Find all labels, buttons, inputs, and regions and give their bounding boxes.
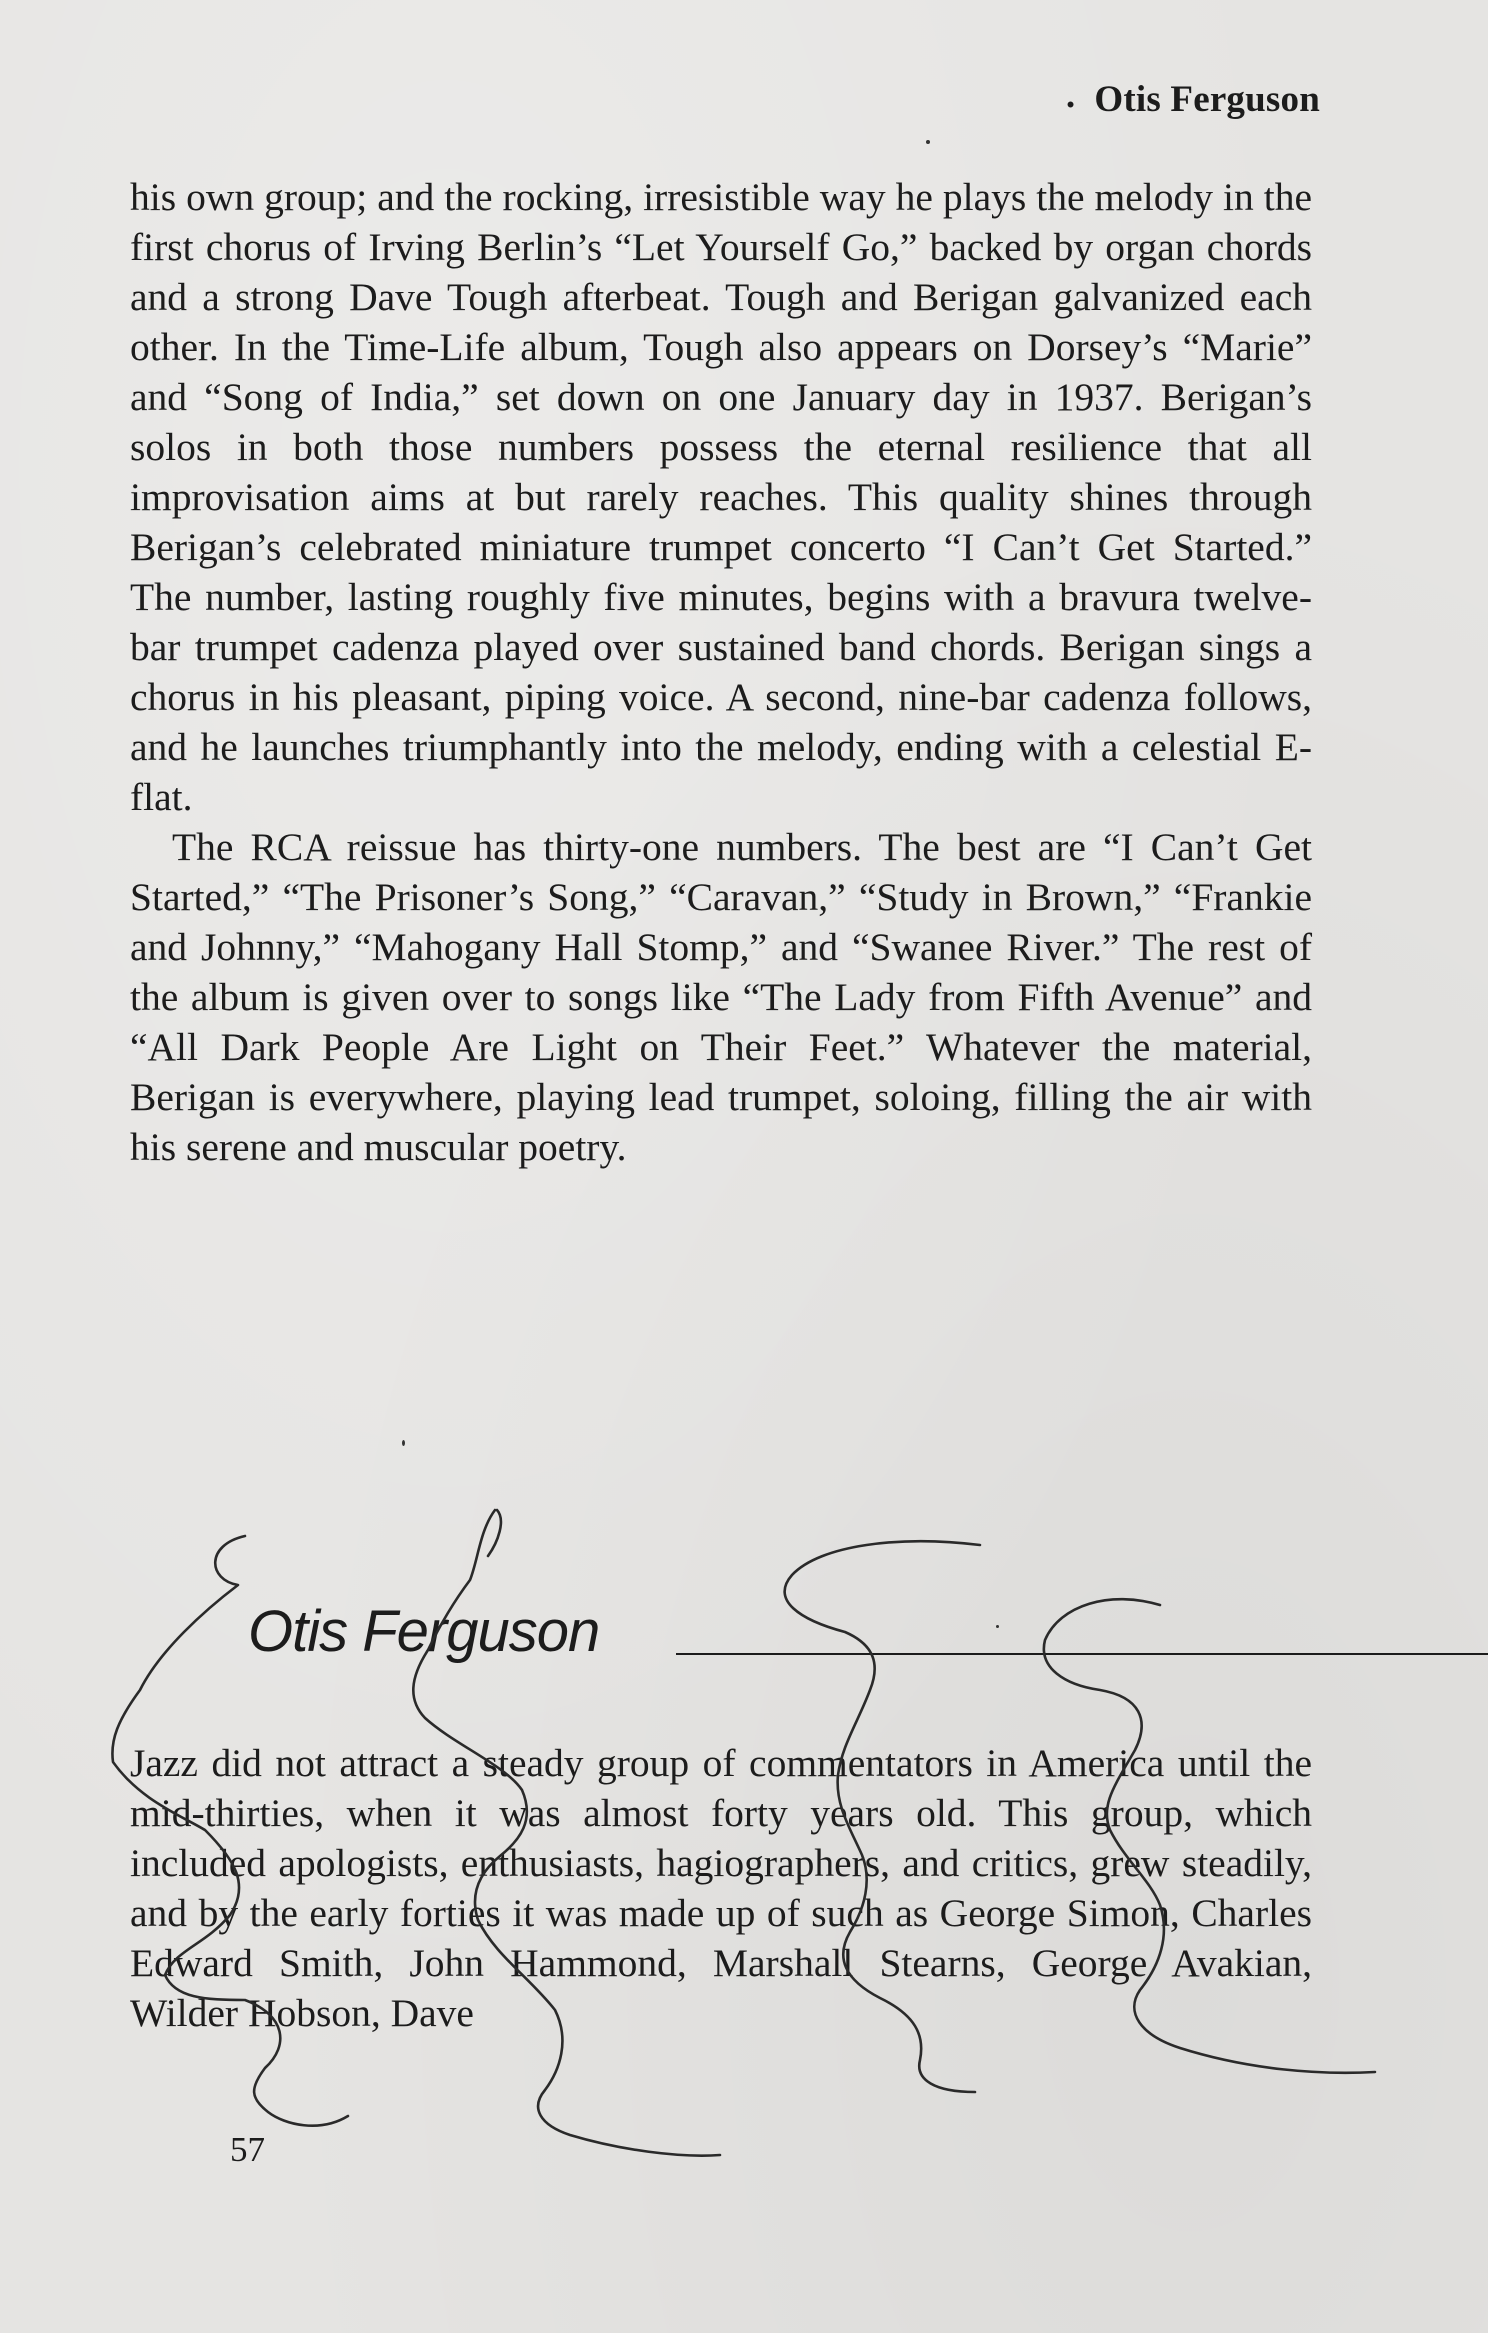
body-text bbox=[130, 172, 1312, 1172]
running-head-dot: · bbox=[1064, 85, 1077, 126]
paper-speck bbox=[926, 140, 930, 144]
scribble-stroke-hook bbox=[488, 1510, 501, 1556]
chapter-text bbox=[130, 1738, 1312, 2038]
chapter-title: Otis Ferguson bbox=[248, 1599, 600, 1664]
body-paragraph-2: The RCA reissue has thirty-one numbers. The best are “I Can’t Get Started,” “The Prisoner’s Song,” “Caravan,” “Study in Brown,” “Frankie and Johnny,” “Mahogany Hall Stomp,” and “Swanee River.” The rest of the album is given over to songs like “The Lady from Fifth Avenue” and “All Dark People Are Light on Their Feet.” Whatever the material, Berigan is everywhere, playing lead trumpet, soloing, filling the air with his serene and muscular poetry. bbox=[130, 825, 1312, 1169]
body-paragraph-1: his own group; and the rocking, irresistible way he plays the melody in the first chorus of Irving Berlin’s “Let Yourself Go,” backed by organ chords and a strong Dave Tough afterbeat. Tough and Berigan galvanized each other. In the Time-Life album, Tough also appears on Dorsey’s “Marie” and “Song of India,” set down on one January day in 1937. Berigan’s solos in both those numbers possess the eternal resilience that all improvisation aims at but rarely reaches. This quality shines through Berigan’s celebrated miniature trumpet concerto “I Can’t Get Started.” The number, lasting roughly five minutes, begins with a bravura twelve-bar trumpet cadenza played over sustained band chords. Berigan sings a chorus in his pleasant, piping voice. A second, nine-bar cadenza follows, and he launches triumphantly into the melody, ending with a celestial E-flat. bbox=[130, 175, 1312, 819]
chapter-heading bbox=[248, 1598, 1488, 1668]
running-head bbox=[1064, 78, 1320, 126]
running-head-text: Otis Ferguson bbox=[1094, 79, 1320, 120]
chapter-paragraph-1: Jazz did not attract a steady group of commentators in America until the mid-thirties, when it was almost forty years old. This group, which included apologists, enthusiasts, hagiographers, and critics, grew steadily, and by the early forties it was made up of such as George Simon, Charles Edward Smith, John Hammond, Marshall Stearns, George Avakian, Wilder Hobson, Dave bbox=[130, 1741, 1312, 2035]
paper-speck bbox=[996, 1625, 999, 1628]
chapter-title-rule bbox=[676, 1653, 1488, 1655]
page-number: 57 bbox=[230, 2130, 265, 2169]
paper-speck bbox=[402, 1440, 405, 1446]
